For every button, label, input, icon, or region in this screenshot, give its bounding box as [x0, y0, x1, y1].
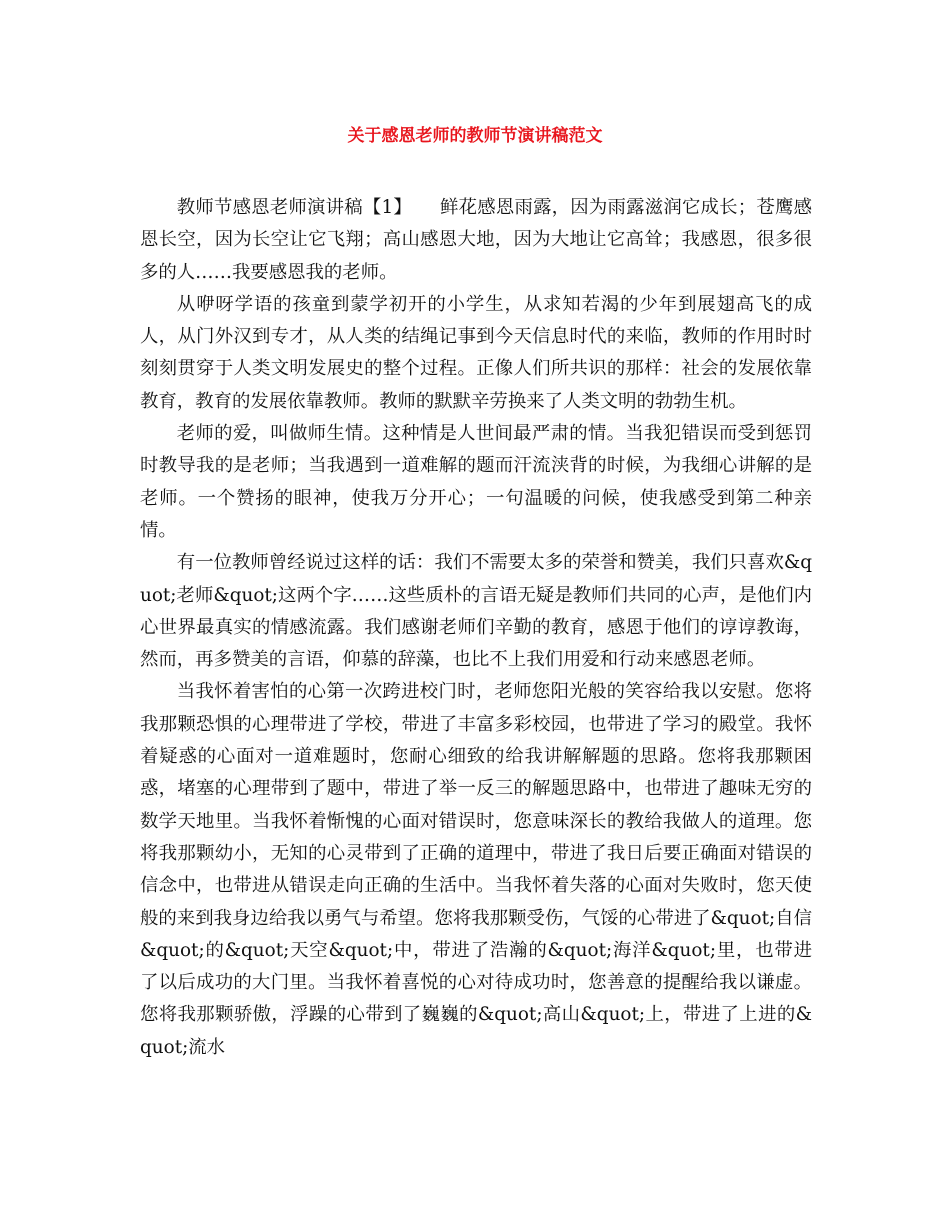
paragraph-5: 当我怀着害怕的心第一次跨进校门时，老师您阳光般的笑容给我以安慰。您将我那颗恐惧的心理带进了学校，带进了丰富多彩校园，也带进了学习的殿堂。我怀着疑惑的心面对一道难题时，您耐心细致的给我讲解解题的思路。您将我那颗困惑，堵塞的心理带到了题中，带进了举一反三的解题思路中，也带进了趣味无穷的数学天地里。当我怀着惭愧的心面对错误时，您意味深长的教给我做人的道理。您将我那颗幼小，无知的心灵带到了正确的道理中，带进了我日后要正确面对错误的信念中，也带进从错误走向正确的生活中。当我怀着失落的心面对失败时，您天使般的来到我身边给我以勇气与希望。您将我那颗受伤，气馁的心带进了&quot;自信&quot;的&quot;天空&quot;中，带进了浩瀚的&quot;海洋&quot;里，也带进了以后成功的大门里。当我怀着喜悦的心对待成功时，您善意的提醒给我以谦虚。您将我那颗骄傲，浮躁的心带到了巍巍的&quot;高山&quot;上，带进了上进的&quot;流水 — [140, 681, 812, 1058]
paragraph-4: 有一位教师曾经说过这样的话：我们不需要太多的荣誉和赞美，我们只喜欢&quot;老师&quot;这两个字……这些质朴的言语无疑是教师们共同的心声，是他们内心世界最真实的情感流露。我们感谢老师们辛勤的教育，感恩于他们的谆谆教诲，然而，再多赞美的言语，仰慕的辞藻，也比不上我们用爱和行动来感恩老师。 — [140, 552, 812, 671]
paragraph-1: 教师节感恩老师演讲稿【1】 鲜花感恩雨露，因为雨露滋润它成长；苍鹰感恩长空，因为长空让它飞翔；高山感恩大地，因为大地让它高耸；我感恩，很多很多的人……我要感恩我的老师。 — [140, 197, 812, 283]
document-title: 关于感恩老师的教师节演讲稿范文 — [347, 126, 603, 146]
document-body — [140, 192, 812, 1064]
paragraph-3: 老师的爱，叫做师生情。这种情是人世间最严肃的情。当我犯错误而受到惩罚时教导我的是老师；当我遇到一道难解的题而汗流浃背的时候，为我细心讲解的是老师。一个赞扬的眼神，使我万分开心；一句温暖的问候，使我感受到第二种亲情。 — [140, 423, 812, 541]
paragraph-2: 从咿呀学语的孩童到蒙学初开的小学生，从求知若渴的少年到展翅高飞的成人，从门外汉到专才，从人类的结绳记事到今天信息时代的来临，教师的作用时时刻刻贯穿于人类文明发展史的整个过程。正像人们所共识的那样：社会的发展依靠教育，教育的发展依靠教师。教师的默默辛劳换来了人类文明的勃勃生机。 — [140, 293, 812, 412]
